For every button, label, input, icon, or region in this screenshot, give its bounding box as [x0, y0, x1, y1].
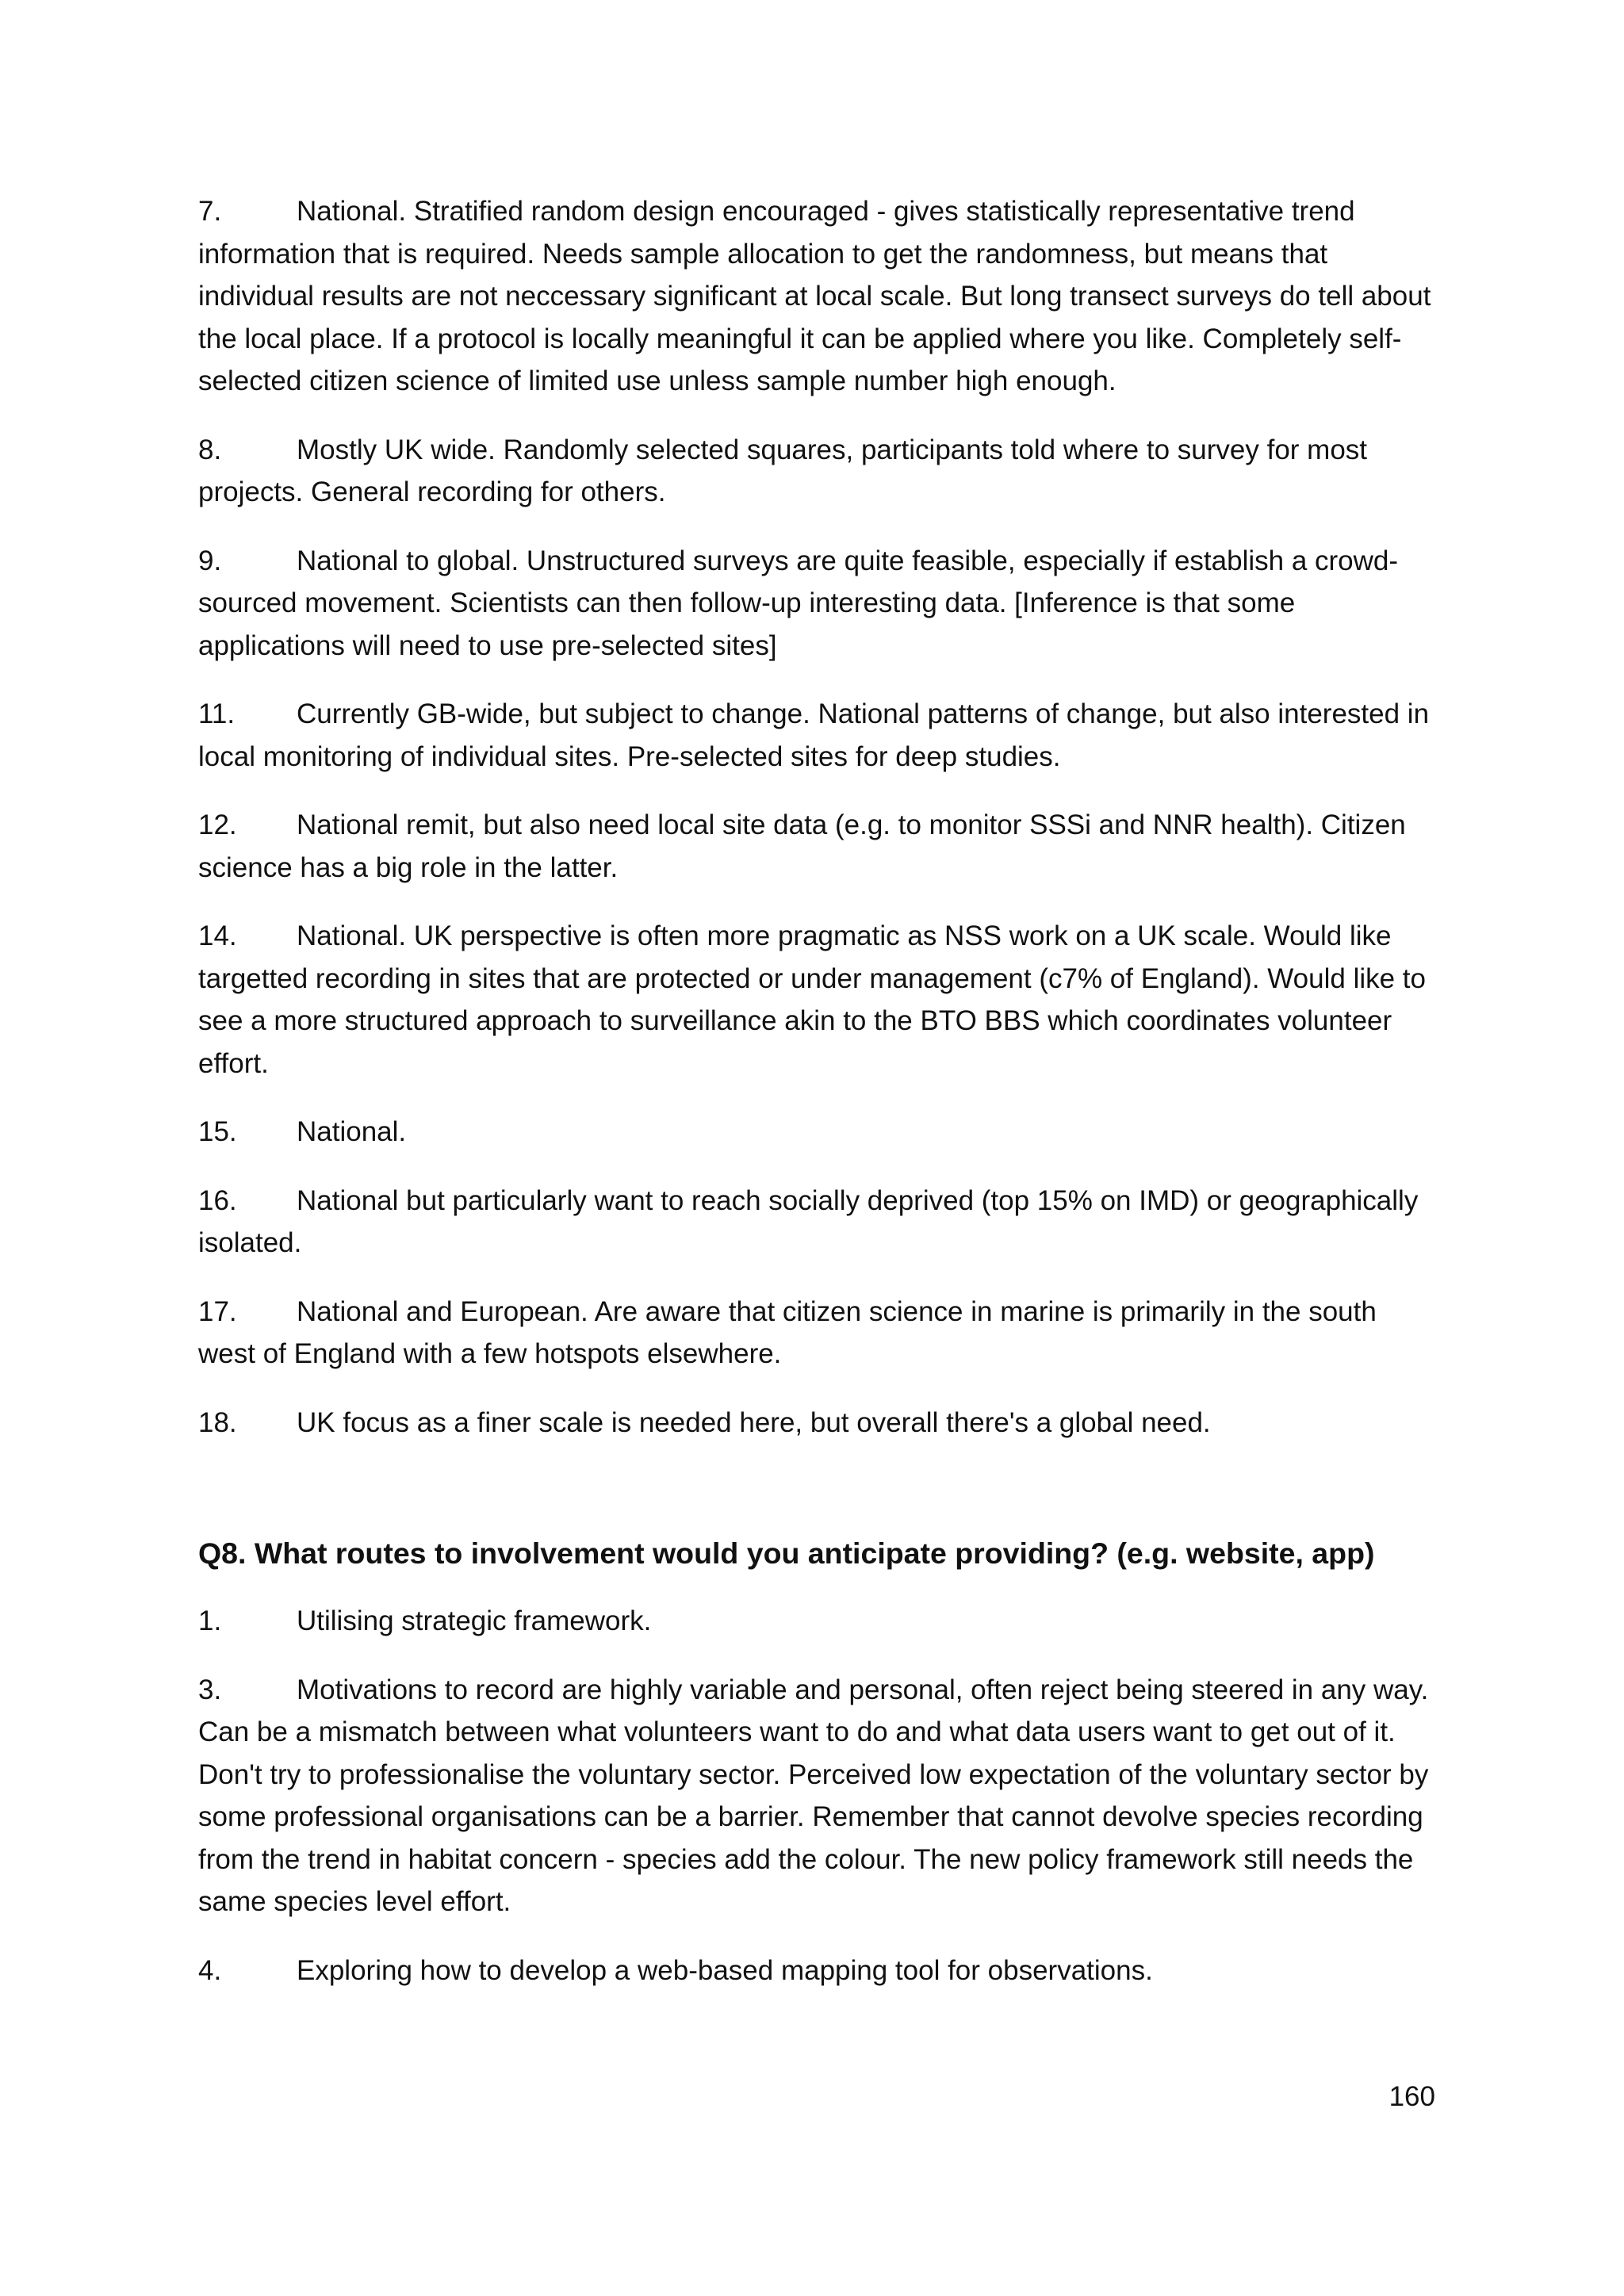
answer-number: 18. — [198, 1406, 237, 1438]
answer-text: National but particularly want to reach socially deprived (top 15% on IMD) or geographically isolated. — [198, 1184, 1419, 1258]
answer-item — [198, 1600, 1435, 1643]
answer-text: National and European. Are aware that citizen science in marine is primarily in the south west of England with a few hotspots elsewhere. — [198, 1295, 1377, 1369]
answer-number: 11. — [198, 698, 236, 729]
answer-text: Currently GB-wide, but subject to change. National patterns of change, but also interested in local monitoring of individual sites. Pre-selected sites for deep studies. — [198, 698, 1430, 772]
answer-item — [198, 804, 1435, 889]
answer-number: 7. — [198, 196, 222, 227]
q8-answer-list — [198, 1600, 1435, 1992]
answer-item — [198, 1291, 1435, 1376]
answer-item — [198, 1111, 1435, 1154]
q8-heading: Q8. What routes to involvement would you anticipate providing? (e.g. website, app) — [198, 1536, 1375, 1570]
answer-text: National. UK perspective is often more pragmatic as NSS work on a UK scale. Would like targetted recording in sites that are protected or under management (c7% of England). Would like to see a more structured approach to surveillance akin to the BTO BBS which coordinates volunteer effort. — [198, 920, 1426, 1079]
answer-text: Utilising strategic framework. — [297, 1605, 652, 1636]
answer-text: National. — [297, 1116, 407, 1147]
answer-number: 14. — [198, 920, 237, 951]
page-number: 160 — [1388, 2081, 1435, 2112]
answer-number: 16. — [198, 1184, 237, 1216]
answer-number: 9. — [198, 545, 222, 576]
answer-text: Motivations to record are highly variable and personal, often reject being steered in any way. Can be a mismatch between what volunteers want to do and what data users want to get out of it. Don't try to professionalise the voluntary sector. Perceived low expectation of the voluntary sector by some professional organisations can be a barrier. Remember that cannot devolve species recording from the trend in habitat concern - species add the colour. The new policy framework still needs the same species level effort. — [198, 1674, 1429, 1917]
answer-item — [198, 1402, 1435, 1445]
answer-item — [198, 693, 1435, 778]
answer-number: 4. — [198, 1954, 222, 1986]
answer-text: National to global. Unstructured surveys are quite feasible, especially if establish a crowd-sourced movement. Scientists can then follow-up interesting data. [Inference is that some applications will need to use pre-selected sites] — [198, 545, 1399, 661]
answer-item — [198, 1180, 1435, 1265]
answer-text: Exploring how to develop a web-based mapping tool for observations. — [297, 1954, 1153, 1986]
q7-answer-list — [198, 190, 1435, 1444]
answer-text: National remit, but also need local site data (e.g. to monitor SSSi and NNR health). Citizen science has a big role in the latter. — [198, 809, 1406, 883]
answer-number: 3. — [198, 1674, 222, 1705]
answer-item — [198, 540, 1435, 668]
answer-number: 17. — [198, 1295, 237, 1327]
answer-item — [198, 190, 1435, 403]
document-page — [198, 190, 1435, 2018]
answer-item — [198, 1950, 1435, 1992]
answer-number: 8. — [198, 434, 222, 465]
answer-item — [198, 915, 1435, 1085]
answer-item — [198, 429, 1435, 514]
answer-text: National. Stratified random design encouraged - gives statistically representative trend information that is required. Needs sample allocation to get the randomness, but means that individual results are not neccessary significant at local scale. But long transect surveys do tell about the local place. If a protocol is locally meaningful it can be applied where you like. Completely self-selected citizen science of limited use unless sample number high enough. — [198, 196, 1431, 396]
answer-number: 12. — [198, 809, 237, 840]
answer-number: 1. — [198, 1605, 222, 1636]
answer-text: Mostly UK wide. Randomly selected squares, participants told where to survey for most projects. General recording for others. — [198, 434, 1368, 507]
answer-text: UK focus as a finer scale is needed here, but overall there's a global need. — [297, 1406, 1211, 1438]
answer-number: 15. — [198, 1116, 237, 1147]
answer-item — [198, 1669, 1435, 1923]
